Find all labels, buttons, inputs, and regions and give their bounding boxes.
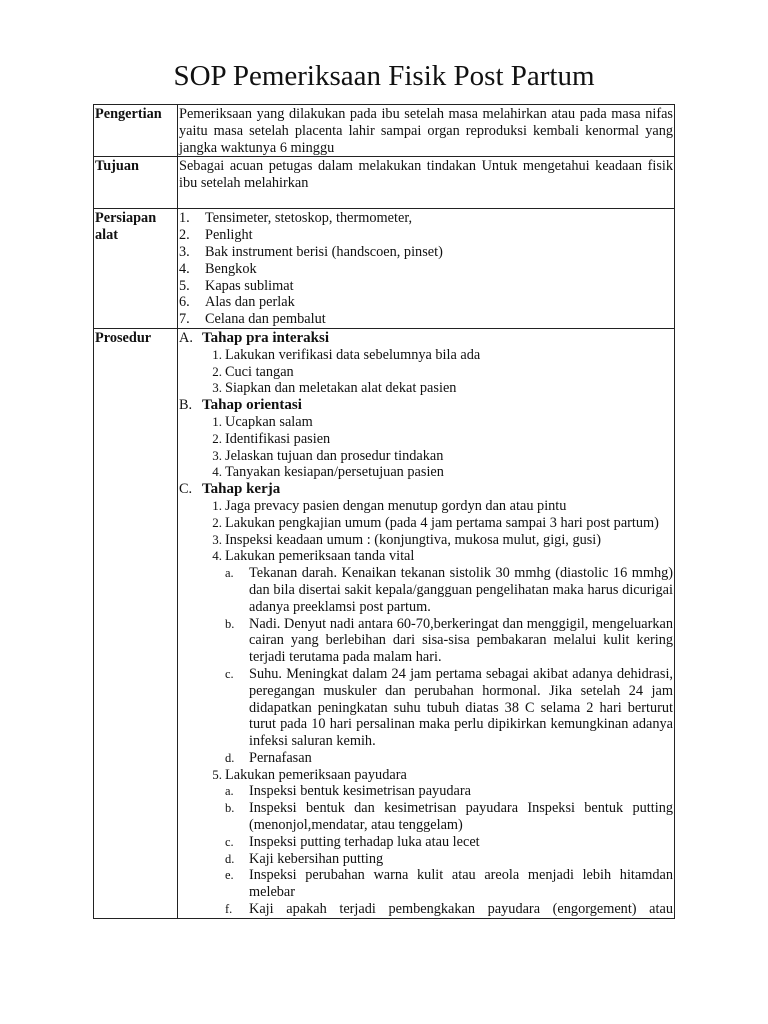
list-item-text: Ucapkan salam: [225, 413, 313, 430]
list-item: a. Tekanan darah. Kenaikan tekanan sistolik 30 mmhg (diastolic 16 mmhg) dan bila disertai sakit kepala/gangguan pengelihatan maka harus dicurigai adanya preeklamsi post partum.: [225, 565, 673, 615]
list-item-text: Lakukan pemeriksaan tanda vital: [225, 548, 415, 565]
pra-interaksi-list: [179, 347, 673, 397]
list-item-text: Lakukan pemeriksaan payudara: [225, 766, 407, 783]
list-item-text: Nadi. Denyut nadi antara 60-70,berkeringat dan menggigil, mengeluarkan cairan yang berlebihan dari sisa-sisa pembakaran melalui kulit kering terjadi terutama pada malam hari.: [249, 615, 673, 666]
list-item: 2. Cuci tangan: [212, 363, 294, 380]
list-item: d. Pernafasan: [225, 749, 312, 766]
list-item-text: Bengkok: [205, 260, 257, 277]
orientasi-list: [179, 414, 673, 481]
sop-table: [93, 104, 675, 919]
section-heading: Tahap kerja: [202, 481, 281, 498]
list-item-text: Penlight: [205, 227, 253, 244]
list-item: c. Suhu. Meningkat dalam 24 jam pertama sebagai akibat adanya dehidrasi, peregangan muskuler dan perubahan hormonal. Jika setelah 24 jam didapatkan peningkatan suhu tubuh diatas 38 C selama 2 hari berturut turut pada 10 hari persalinan maka perlu dipikirkan kemungkinan adanya infeksi saluran kemih.: [225, 665, 673, 750]
list-item: a. Inspeksi bentuk kesimetrisan payudara: [225, 783, 471, 800]
list-item: 3. Jelaskan tujuan dan prosedur tindakan: [212, 447, 444, 464]
row-tujuan: [94, 157, 675, 209]
list-item-text: Inspeksi bentuk dan kesimetrisan payudara Inspeksi bentuk putting (menonjol,mendatar, atau tenggelam): [249, 800, 673, 834]
list-item: 1. Ucapkan salam: [212, 413, 313, 430]
list-item: 2. Penlight: [179, 227, 253, 244]
list-item: f. Kaji apakah terjadi pembengkakan payudara (engorgement) atau: [225, 901, 673, 918]
list-item: 2. Identifikasi pasien: [212, 430, 331, 447]
section-heading: Tahap orientasi: [202, 397, 302, 414]
list-item-text: Alas dan perlak: [205, 294, 295, 311]
section-heading: Tahap pra interaksi: [202, 329, 329, 346]
list-item-text: Bak instrument berisi (handscoen, pinset): [205, 243, 443, 260]
list-item-text: Inspeksi perubahan warna kulit atau areola menjadi lebih hitamdan melebar: [249, 867, 673, 901]
list-item: c. Inspeksi putting terhadap luka atau lecet: [225, 833, 480, 850]
section-mark: B.: [179, 397, 193, 414]
list-item: 3. Inspeksi keadaan umum : (konjungtiva, mukosa mulut, gigi, gusi): [212, 531, 602, 548]
list-item-text: Kapas sublimat: [205, 277, 294, 294]
tujuan-text: Sebagai acuan petugas dalam melakukan tindakan Untuk mengetahui keadaan fisik ibu setelah melahirkan: [178, 157, 675, 209]
list-item: 4. Lakukan pemeriksaan tanda vital: [212, 548, 415, 565]
list-item-text: Inspeksi keadaan umum : (konjungtiva, mukosa mulut, gigi, gusi): [225, 531, 602, 548]
list-item: 5. Kapas sublimat: [179, 277, 294, 294]
payudara-list: [179, 783, 673, 917]
list-item-text: Kaji kebersihan putting: [249, 850, 384, 867]
row-prosedur: [94, 328, 675, 918]
list-item: 1. Tensimeter, stetoskop, thermometer,: [179, 210, 413, 227]
section-mark: C.: [179, 481, 193, 498]
prosedur-cell: [178, 328, 675, 918]
list-item-text: Tekanan darah. Kenaikan tekanan sistolik 30 mmhg (diastolic 16 mmhg) dan bila disertai sakit kepala/gangguan pengelihatan maka harus dicurigai adanya preeklamsi post partum.: [249, 565, 673, 615]
list-item-text: Lakukan pengkajian umum (pada 4 jam pertama sampai 3 hari post partum): [225, 514, 659, 531]
pengertian-text: Pemeriksaan yang dilakukan pada ibu setelah masa melahirkan atau pada masa nifas yaitu masa setelah placenta lahir sampai organ reproduksi kembali kenormal yang jangka waktunya 6 minggu: [179, 106, 673, 156]
list-item: b. Nadi. Denyut nadi antara 60-70,berkeringat dan menggigil, mengeluarkan cairan yang berlebihan dari sisa-sisa pembakaran melalui kulit kering terjadi terutama pada malam hari.: [225, 615, 673, 666]
list-item: 4. Bengkok: [179, 260, 257, 277]
list-item-text: Tensimeter, stetoskop, thermometer,: [205, 210, 413, 227]
section-mark: A.: [179, 329, 193, 346]
kerja-list: [179, 498, 673, 565]
list-item: 6. Alas dan perlak: [179, 294, 295, 311]
row-persiapan-alat: [94, 209, 675, 329]
list-item-text: Lakukan verifikasi data sebelumnya bila ada: [225, 346, 481, 363]
page-title: SOP Pemeriksaan Fisik Post Partum: [173, 60, 595, 92]
list-item: 2. Lakukan pengkajian umum (pada 4 jam pertama sampai 3 hari post partum): [212, 514, 659, 531]
list-item-text: Inspeksi bentuk kesimetrisan payudara: [249, 783, 471, 800]
list-item: 3. Bak instrument berisi (handscoen, pinset): [179, 243, 443, 260]
list-item-text: Suhu. Meningkat dalam 24 jam pertama sebagai akibat adanya dehidrasi, peregangan muskuler dan perubahan hormonal. Jika setelah 24 jam didapatkan peningkatan suhu tubuh diatas 38 C selama 2 hari berturut turut pada 10 hari persalinan maka perlu dipikirkan kemungkinan adanya infeksi saluran kemih.: [249, 665, 673, 750]
equipment-list: [179, 210, 673, 328]
list-item-text: Tanyakan kesiapan/persetujuan pasien: [225, 464, 444, 481]
section-pra-interaksi: [179, 330, 673, 347]
list-item: 1. Lakukan verifikasi data sebelumnya bila ada: [212, 346, 481, 363]
row-pengertian: [94, 105, 675, 157]
section-orientasi: [179, 397, 673, 414]
list-item-text: Cuci tangan: [225, 363, 294, 380]
list-item-text: Jelaskan tujuan dan prosedur tindakan: [225, 447, 444, 464]
list-item-text: Pernafasan: [249, 749, 312, 766]
vital-signs-list: [179, 565, 673, 767]
persiapan-cell: [178, 209, 675, 329]
list-item: 1. Jaga prevacy pasien dengan menutup gordyn dan atau pintu: [212, 497, 567, 514]
list-item: 5. Lakukan pemeriksaan payudara: [212, 766, 407, 783]
kerja-list-cont: [179, 767, 673, 784]
list-item-text: Jaga prevacy pasien dengan menutup gordyn dan atau pintu: [225, 497, 567, 514]
list-item-text: Celana dan pembalut: [205, 311, 326, 328]
list-item: 4. Tanyakan kesiapan/persetujuan pasien: [212, 464, 444, 481]
list-item: 7. Celana dan pembalut: [179, 311, 326, 328]
row-label: Tujuan: [94, 157, 178, 209]
list-item-text: Identifikasi pasien: [225, 430, 331, 447]
list-item: e. Inspeksi perubahan warna kulit atau areola menjadi lebih hitamdan melebar: [225, 867, 673, 901]
list-item-text: Inspeksi putting terhadap luka atau lecet: [249, 833, 480, 850]
list-item-text: Siapkan dan meletakan alat dekat pasien: [225, 380, 457, 397]
list-item: d. Kaji kebersihan putting: [225, 850, 384, 867]
row-label: Prosedur: [94, 328, 178, 918]
list-item-text: Kaji apakah terjadi pembengkakan payudara (engorgement) atau: [249, 901, 673, 918]
row-label: Persiapan alat: [94, 209, 178, 329]
list-item: b. Inspeksi bentuk dan kesimetrisan payudara Inspeksi bentuk putting (menonjol,mendatar, atau tenggelam): [225, 800, 673, 834]
row-label: Pengertian: [94, 105, 178, 157]
list-item: 3. Siapkan dan meletakan alat dekat pasien: [212, 380, 457, 397]
section-kerja: [179, 481, 673, 498]
